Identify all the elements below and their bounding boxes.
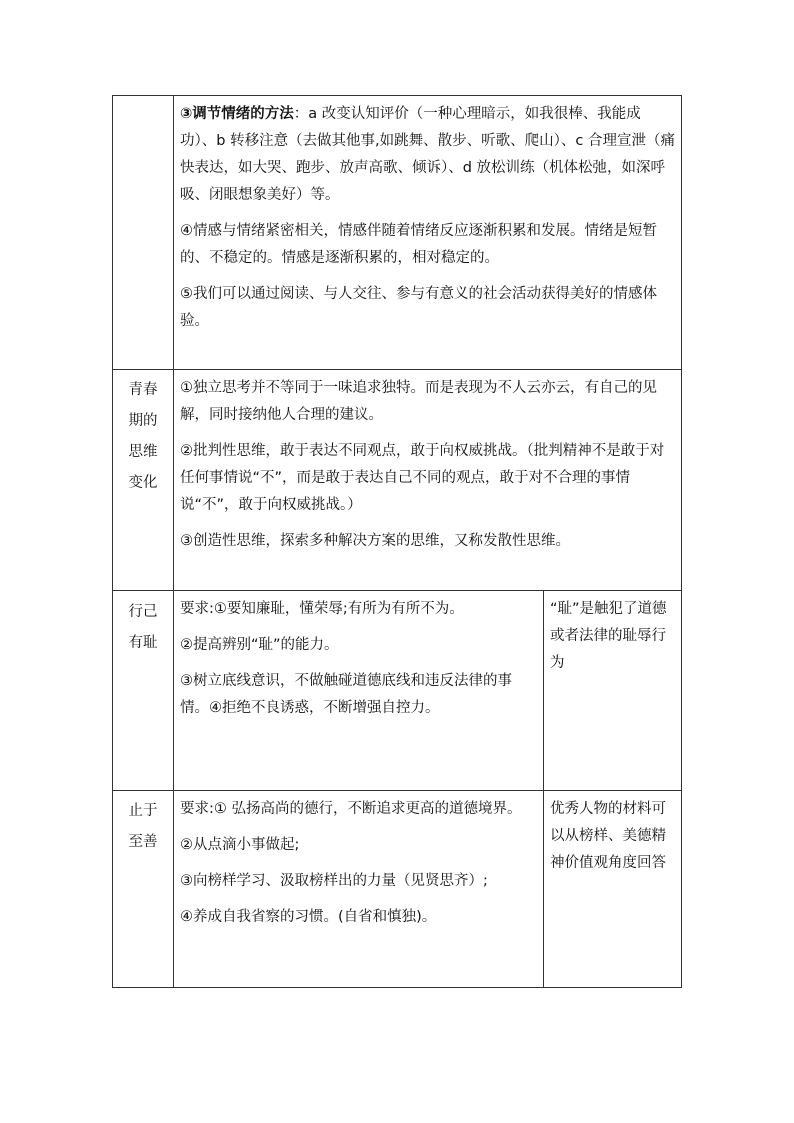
row-label-line: 止于 bbox=[128, 803, 158, 819]
notes-table bbox=[112, 95, 682, 988]
row-label-line: 行己 bbox=[128, 604, 158, 620]
content-cell bbox=[174, 96, 682, 370]
row-label-line: 思维 bbox=[128, 444, 158, 460]
content-cell bbox=[174, 370, 682, 591]
row-label-line: 青春 bbox=[128, 382, 158, 398]
paragraph: ③创造性思维，探索多种解决方案的思维，又称发散性思维。 bbox=[180, 533, 570, 549]
paragraph: ②提高辨别“耻”的能力。 bbox=[180, 637, 339, 653]
row-label-cell bbox=[113, 591, 174, 791]
row-label-line: 至善 bbox=[128, 834, 158, 850]
note-cell bbox=[544, 791, 682, 988]
note-cell bbox=[544, 591, 682, 791]
note-text: “耻”是触犯了道德或者法律的耻辱行为 bbox=[550, 601, 667, 671]
paragraph bbox=[180, 101, 675, 209]
table-row bbox=[113, 370, 682, 591]
content-cell bbox=[174, 791, 544, 988]
paragraph-text: ：a 改变认知评价（一种心理暗示，如我很棒、我能成功）、b 转移注意（去做其他事,如跳舞、散步、听歌、爬山）、c 合理宣泄（痛快表达，如大哭、跑步、放声高歌、倾诉）、d 放松训练（机体松弛，如深呼吸、闭眼想象美好）等。 bbox=[180, 106, 676, 203]
paragraph: ③向榜样学习、汲取榜样出的力量（见贤思齐）; bbox=[180, 873, 488, 889]
paragraph: ②从点滴小事做起; bbox=[180, 837, 300, 853]
paragraph: 要求:①要知廉耻，懂荣辱;有所为有所不为。 bbox=[180, 601, 464, 617]
paragraph: 要求:① 弘扬高尚的德行，不断追求更高的道德境界。 bbox=[180, 801, 522, 817]
paragraph: ①独立思考并不等同于一味追求独特。而是表现为不人云亦云，有自己的见解，同时接纳他人合理的建议。 bbox=[180, 380, 657, 423]
row-label-line: 期的 bbox=[128, 413, 158, 429]
note-text: 优秀人物的材料可以从榜样、美德精神价值观角度回答 bbox=[550, 801, 666, 871]
row-label-cell bbox=[113, 791, 174, 988]
row-label-cell bbox=[113, 370, 174, 591]
table-row bbox=[113, 591, 682, 791]
paragraph: ④养成自我省察的习惯。(自省和慎独)。 bbox=[180, 909, 437, 925]
paragraph-heading: ③调节情绪的方法 bbox=[180, 106, 294, 122]
content-cell bbox=[174, 591, 544, 791]
paragraph: ②批判性思维，敢于表达不同观点，敢于向权威挑战。（批判精神不是敢于对任何事情说“不”，而是敢于表达自己不同的观点，敢于对不合理的事情说“不”，敢于向权威挑战。） bbox=[180, 443, 665, 513]
paragraph: ⑤我们可以通过阅读、与人交往、参与有意义的社会活动获得美好的情感体验。 bbox=[180, 286, 657, 329]
table-row bbox=[113, 96, 682, 370]
paragraph: ③树立底线意识，不做触碰道德底线和违反法律的事情。④拒绝不良诱惑，不断增强自控力。 bbox=[180, 673, 512, 716]
row-label-line: 变化 bbox=[128, 475, 158, 491]
row-label-line: 有耻 bbox=[128, 635, 158, 651]
paragraph: ④情感与情绪紧密相关，情感伴随着情绪反应逐渐积累和发展。情绪是短暂的、不稳定的。情感是逐渐积累的，相对稳定的。 bbox=[180, 223, 657, 266]
row-label-cell bbox=[113, 96, 174, 370]
table-row bbox=[113, 791, 682, 988]
